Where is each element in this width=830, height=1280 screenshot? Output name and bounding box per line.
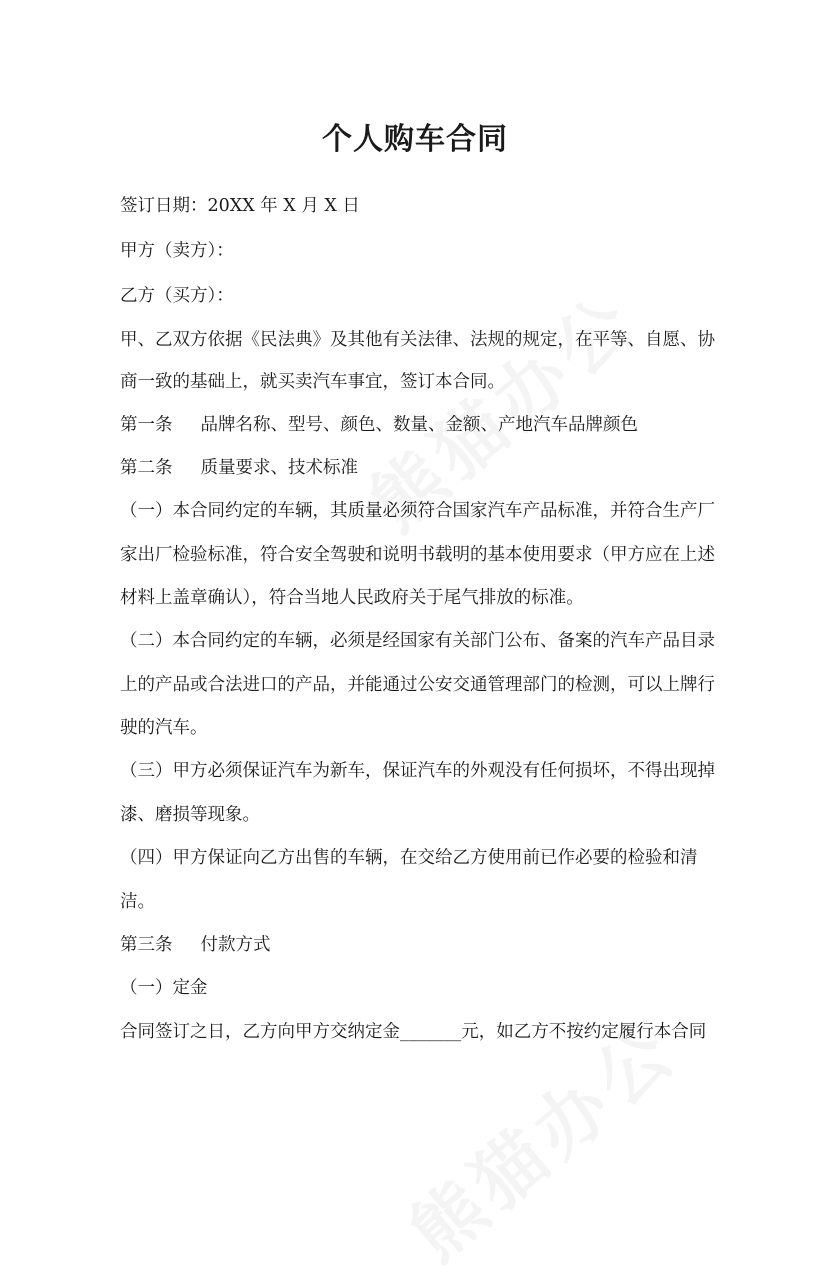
clause-line: （一）本合同约定的车辆，其质量必须符合国家汽车产品标准，并符合生产厂 [120,501,715,521]
preamble-line: 甲、乙双方依据《民法典》及其他有关法律、法规的规定，在平等、自愿、协 [120,330,715,350]
clause-line: （四）甲方保证向乙方出售的车辆，在交给乙方使用前已作必要的检验和清 [120,848,698,868]
article-number: 第一条 [120,415,173,435]
clause-line: 上的产品或合法进口的产品，并能通过公安交通管理部门的检测，可以上牌行 [120,675,715,695]
article-number: 第三条 [120,935,173,955]
article-title: 品牌名称、型号、颜色、数量、金额、产地汽车品牌颜色 [200,415,638,435]
party-b-buyer: 乙方（买方）： [120,286,234,306]
clause-line: 合同签订之日，乙方向甲方交纳定金_______元，如乙方不按约定履行本合同 [120,1022,707,1042]
article-number: 第二条 [120,458,173,478]
article-title: 付款方式 [200,935,271,955]
document-title: 个人购车合同 [322,122,508,157]
article-1-heading [120,413,638,437]
clause-line: 材料上盖章确认），符合当地人民政府关于尾气排放的标准。 [120,588,584,608]
clause-line: 洁。 [120,892,155,912]
party-a-seller: 甲方（卖方）： [120,241,234,261]
clause-line: 驶的汽车。 [120,718,208,738]
article-2-heading [120,456,358,480]
article-3-heading [120,933,271,957]
clause-line: （三）甲方必须保证汽车为新车，保证汽车的外观没有任何损坏，不得出现掉 [120,761,715,781]
clause-line: 漆、磨损等现象。 [120,805,260,825]
signing-date: 签订日期：20XX 年 X 月 X 日 [120,196,360,216]
article-title: 质量要求、技术标准 [200,458,358,478]
preamble-line: 商一致的基础上，就买卖汽车事宜，签订本合同。 [120,372,505,392]
clause-line: （二）本合同约定的车辆，必须是经国家有关部门公布、备案的汽车产品目录 [120,631,715,651]
clause-line: 家出厂检验标准，符合安全驾驶和说明书载明的基本使用要求（甲方应在上述 [120,545,715,565]
clause-heading: （一）定金 [120,978,208,998]
